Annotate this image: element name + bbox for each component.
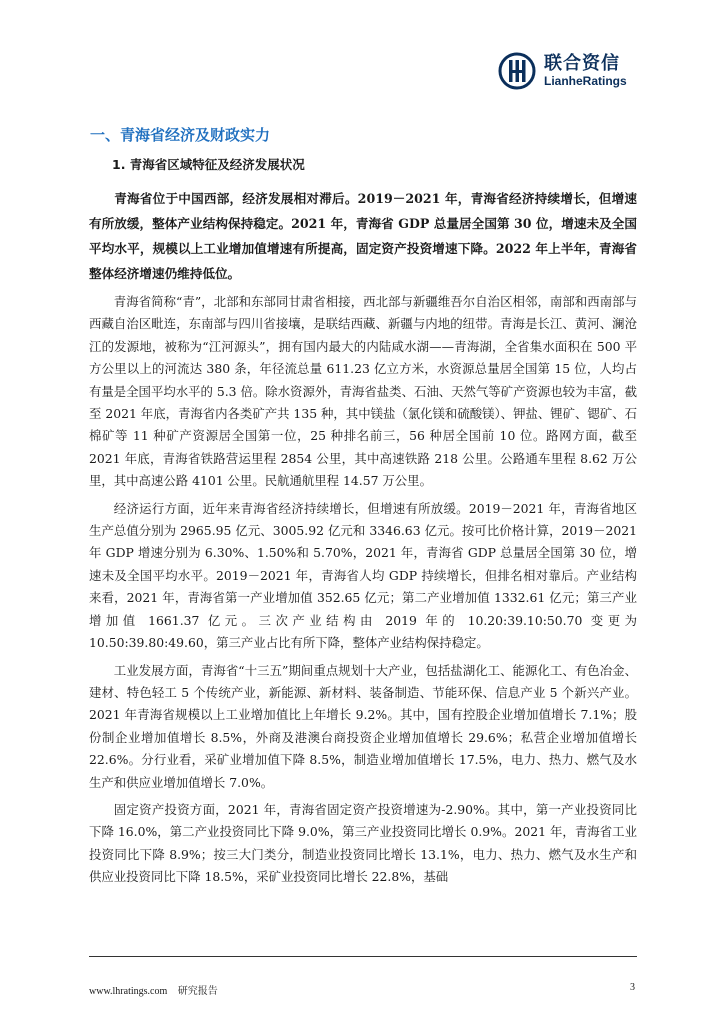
industry-paragraph: 工业发展方面，青海省“十三五”期间重点规划十大产业，包括盐湖化工、能源化工、有色冶金、建材、特色轻工 5 个传统产业，新能源、新材料、装备制造、节能环保、信息产业 5 个新兴产业。2021 年青海省规模以上工业增加值比上年增长 9.2%。其中，国有控股企业增加值增长 7.1%；股份制企业增加值增长 8.5%，外商及港澳台商投资企业增加值增长 29.6%；私营企业增加值增长 22.6%。分行业看，采矿业增加值下降 8.5%，制造业增加值增长 17.5%，电力、热力、燃气及水生产和供应业增加值增长 7.0%。 [89, 662, 637, 790]
summary-paragraph: 青海省位于中国西部，经济发展相对滞后。2019－2021 年，青海省经济持续增长，但增速有所放缓，整体产业结构保持稳定。2021 年，青海省 GDP 总量居全国第 30 位，增速未及全国平均水平，规模以上工业增加值增速有所提高，固定资产投资增速下降。2022 年上半年，青海省整体经济增速仍维持低位。 [89, 191, 637, 281]
document-body [89, 186, 637, 889]
investment-paragraph: 固定资产投资方面，2021 年，青海省固定资产投资增速为-2.90%。其中，第一产业投资同比下降 16.0%，第二产业投资同比下降 9.0%，第三产业投资同比增长 0.9%。2021 年，青海省工业投资同比下降 8.9%；按三大门类分，制造业投资同比增长 13.1%，电力、热力、燃气及水生产和供应业投资同比下降 18.5%，采矿业投资同比增长 22.8%，基础 [89, 801, 637, 885]
subsection-heading: 1. 青海省区域特征及经济发展状况 [112, 157, 305, 172]
footer-divider [89, 956, 637, 957]
footer-report-type: 研究报告 [177, 986, 218, 997]
logo-english-text: LianheRatings [544, 74, 627, 88]
footer [89, 982, 218, 997]
geography-paragraph: 青海省简称“青”，北部和东部同甘肃省相接，西北部与新疆维吾尔自治区相邻，南部和西南部与西藏自治区毗连，东南部与四川省接壤，是联结西藏、新疆与内地的纽带。青海是长江、黄河、澜沧江的发源地，被称为“江河源头”，拥有国内最大的内陆咸水湖——青海湖，全省集水面积在 500 平方公里以上的河流达 380 条，年径流总量 611.23 亿立方米，水资源总量居全国第 15 位，人均占有量是全国平均水平的 5.3 倍。除水资源外，青海省盐类、石油、天然气等矿产资源也较为丰富，截至 2021 年底，青海省内各类矿产共 135 种，其中镁盐（氯化镁和硫酸镁）、钾盐、锂矿、锶矿、石棉矿等 11 种矿产资源居全国第一位，25 种排名前三，56 种居全国前 10 位。路网方面，截至 2021 年底，青海省铁路营运里程 2854 公里，其中高速铁路 218 公里。公路通车里程 8.62 万公里，其中高速公路 4101 公里。民航通航里程 14.57 万公里。 [89, 294, 637, 489]
footer-website: www.lhratings.com [89, 986, 168, 997]
economy-paragraph: 经济运行方面，近年来青海省经济持续增长，但增速有所放缓。2019－2021 年，青海省地区生产总值分别为 2965.95 亿元、3005.92 亿元和 3346.63 亿元。按可比价格计算，2019－2021 年 GDP 增速分别为 6.30%、1.50%和 5.70%，2021 年，青海省 GDP 总量居全国第 30 位，增速未及全国平均水平。2019－2021 年，青海省人均 GDP 持续增长，但排名相对靠后。产业结构来看，2021 年，青海省第一产业增加值 352.65 亿元；第二产业增加值 1332.61 亿元；第三产业增加值 1661.37 亿元。三次产业结构由 2019 年的 10.20:39.10:50.70 变更为 10.50:39.80:49.60，第三产业占比有所下降，整体产业结构保持稳定。 [89, 500, 637, 651]
logo-chinese-text: 联合资信 [544, 53, 620, 74]
section-heading: 一、青海省经济及财政实力 [90, 126, 271, 144]
page-number: 3 [630, 982, 635, 993]
company-logo [498, 52, 627, 90]
lianhe-logo-icon [498, 52, 536, 90]
